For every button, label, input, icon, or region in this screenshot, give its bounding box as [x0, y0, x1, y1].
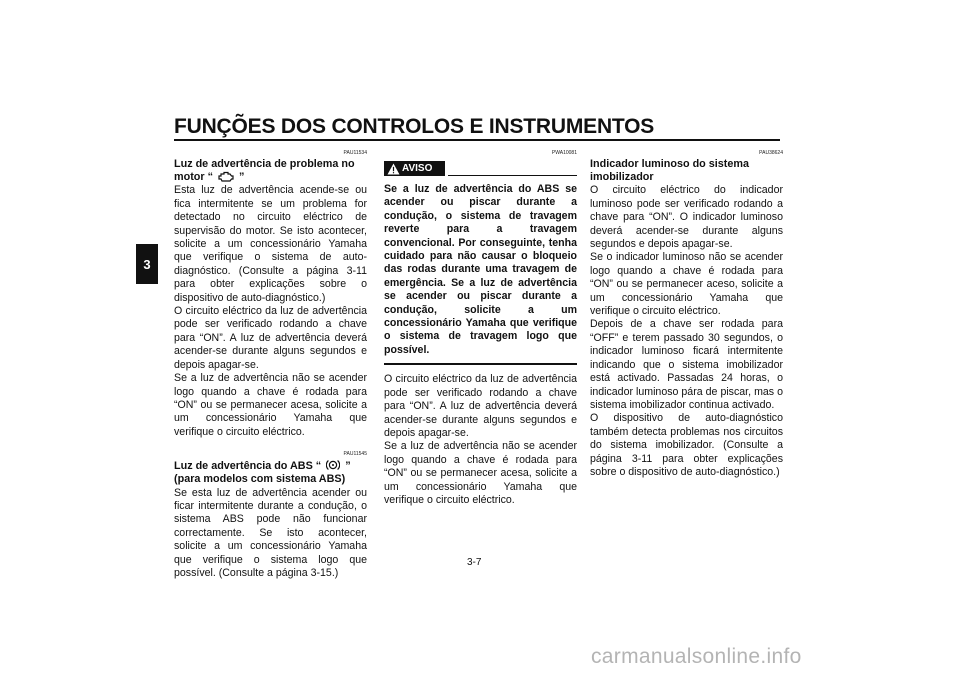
warning-label: AVISO	[402, 162, 433, 174]
warning-rule	[448, 175, 577, 176]
section-code: PAU38624	[759, 150, 783, 156]
abs-icon	[326, 459, 340, 471]
chapter-tab: 3	[136, 244, 158, 284]
header-rule	[174, 139, 780, 141]
immobilizer-heading: Indicador luminoso do sistema imobilizador	[590, 158, 749, 184]
paragraph: O circuito eléctrico da luz de advertência pode ser verificado rodando a chave para “ON”. A luz de advertência deverá acender-se durante alguns segundos e depois apagar-se.	[384, 373, 577, 439]
column-left	[174, 150, 367, 580]
warning-text: Se a luz de advertência do ABS se acender ou piscar durante a condução, o sistema de travagem reverte para a travagem convencional. Por conseguinte, tenha cuidado para não causar o bloqueio das rodas durante uma travagem de emergência. Se a luz de advertência se acender ou piscar durante a condução, solicite a um concessionário Yamaha que verifique o sistema de travagem logo que possível.	[384, 183, 577, 356]
watermark: carmanualsonline.info	[591, 645, 802, 668]
paragraph: O circuito eléctrico da luz de advertência pode ser verificado rodando a chave para “ON”. A luz de advertência deverá acender-se durante alguns segundos e depois apagar-se.	[174, 305, 367, 371]
warning-badge	[384, 161, 445, 176]
paragraph: Se a luz de advertência não se acender logo quando a chave é rodada para “ON” ou se permanecer acesa, solicite a um concessionário Yamaha que verifique o circuito eléctrico.	[384, 440, 577, 506]
heading-text: ” (para modelos com sistema ABS)	[174, 460, 351, 486]
heading-text: Luz de advertência do ABS “	[174, 460, 322, 473]
engine-warning-heading	[174, 158, 367, 184]
paragraph: O circuito eléctrico do indicador luminoso pode ser verificado rodando a chave para “ON”. O indicador luminoso deverá acender-se durante alguns segundos e depois apagar-se.	[590, 184, 783, 251]
warning-end-rule	[384, 363, 577, 365]
abs-warning-heading	[174, 459, 367, 486]
paragraph: O dispositivo de auto-diagnóstico também detecta problemas nos circuitos do sistema imobilizador. (Consulte a página 3-11 para obter explicações sobre o dispositivo de auto-diagnóstico.)	[590, 412, 783, 478]
page-title: FUNÇÕES DOS CONTROLOS E INSTRUMENTOS	[174, 115, 655, 138]
paragraph: Esta luz de advertência acende-se ou fica intermitente se um problema for detectado no circuito eléctrico de supervisão do motor. Se isto acontecer, solicite a um concessionário Yamaha que verifique o sistema de auto-diagnóstico. (Consulte a página 3-11 para obter explicações sobre o dispositivo de auto-diagnóstico.)	[174, 184, 367, 304]
section-code: PAU11545	[343, 451, 367, 458]
heading-text: Luz de advertência de problema no	[174, 158, 355, 170]
paragraph: Se o indicador luminoso não se acender logo quando a chave é rodada para “ON” ou se permanecer aceso, solicite a um concessionário Yamaha que verifique o circuito eléctrico.	[590, 251, 783, 318]
warning-triangle-icon	[387, 163, 400, 175]
heading-text: motor “	[174, 171, 213, 184]
column-middle	[384, 150, 577, 507]
page-number: 3-7	[467, 557, 482, 568]
section-code: PWA10081	[551, 150, 577, 156]
paragraph: Depois de a chave ser rodada para “OFF” e terem passado 30 segundos, o indicador luminoso ficará intermitente indicando que o sistema imobilizador está activado. Passadas 24 horas, o indicador luminoso pára de piscar, mas o sistema imobilizador continua activado.	[590, 318, 783, 411]
section-code: PAU11534	[343, 150, 367, 156]
column-right	[590, 150, 783, 479]
warning-header	[384, 159, 577, 181]
paragraph: Se a luz de advertência não se acender logo quando a chave é rodada para “ON” ou se permanecer acesa, solicite a um concessionário Yamaha que verifique o circuito eléctrico.	[174, 372, 367, 438]
heading-text: ”	[239, 171, 245, 184]
paragraph: Se esta luz de advertência acender ou ficar intermitente durante a condução, o sistema ABS pode não funcionar correctamente. Se isto acontecer, solicite a um concessionário Yamaha que verifique o sistema logo que possível. (Consulte a página 3-15.)	[174, 486, 367, 579]
engine-icon	[218, 171, 234, 182]
